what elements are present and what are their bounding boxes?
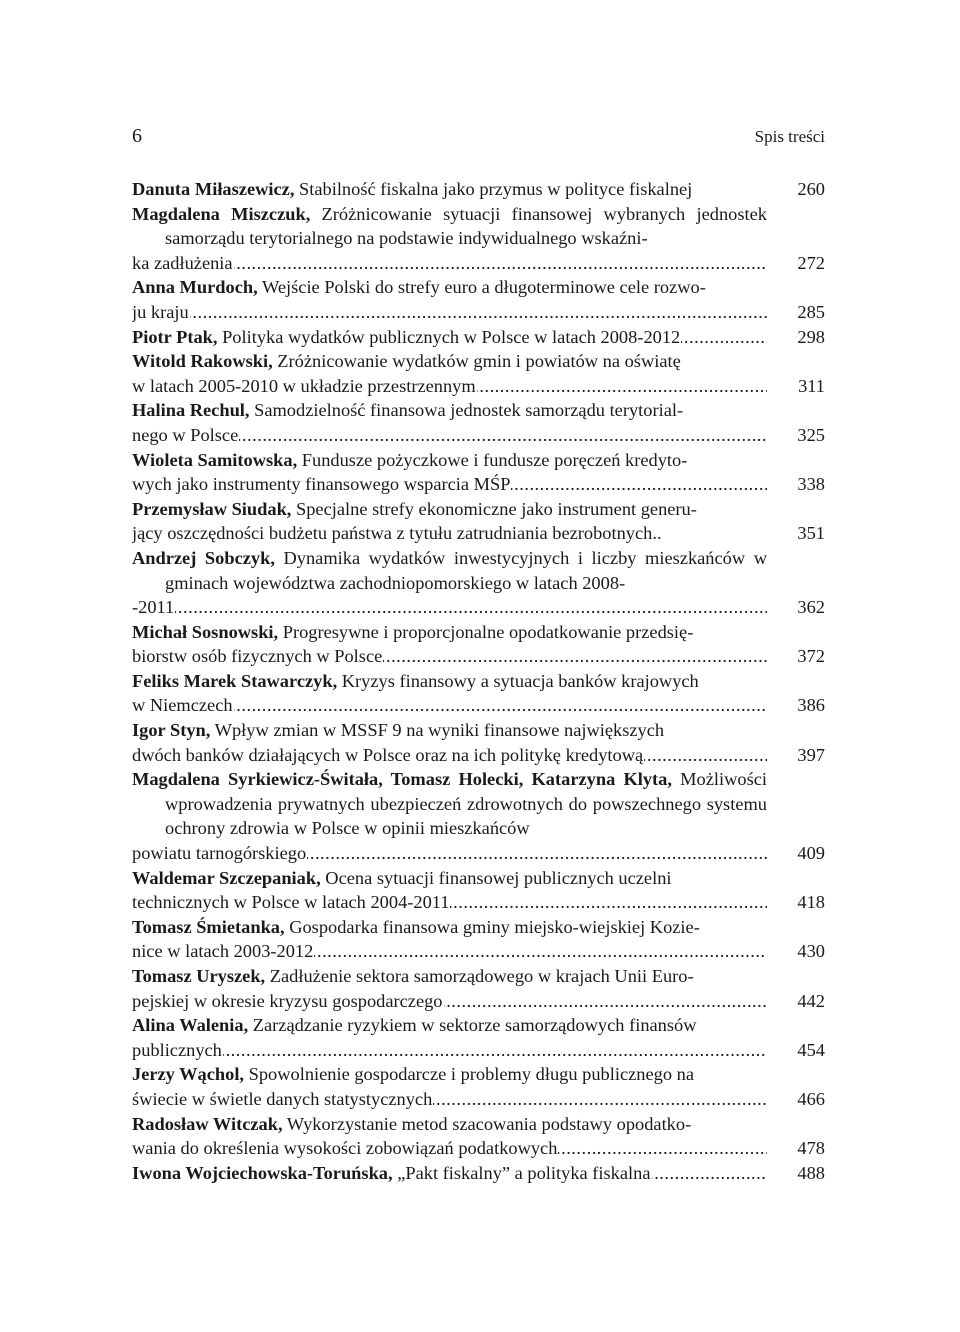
toc-title: Samodzielność finansowa jednostek samorządu terytorial- [249,400,684,421]
toc-title: Możliwości wprowadzenia prywatnych ubezpieczeń zdrowotnych do powszechnego systemu ochrony zdrowia w Polsce w opinii mieszkańców [165,769,767,839]
toc-author: Tomasz Śmietanka, [132,916,285,937]
toc-last-line-text [132,251,233,276]
toc-author: Radosław Witczak, [132,1113,283,1134]
toc-author: Przemysław Siudak, [132,498,292,519]
toc-entry-last-line [132,595,767,620]
toc-author: Waldemar Szczepaniak, [132,867,321,888]
toc-title: Zróżnicowanie sytuacji finansowej wybranych jednostek samorządu terytorialnego na podstawie indywidualnego wskaźni- [165,203,767,249]
toc-title-end: świecie w świetle danych statystycznych [132,1088,433,1109]
toc-title: Wykorzystanie metod szacowania podstawy opodatko- [282,1113,692,1134]
toc-entry-last-line [132,1038,767,1063]
toc-last-line-text [132,1038,222,1063]
toc-entry [132,448,825,497]
toc-last-line-text [132,374,476,399]
toc-entry [132,718,825,767]
toc-last-line-text [132,989,443,1014]
toc-title-end: „Pakt fiskalny” a polityka fiskalna [392,1162,651,1183]
dot-leader [558,1136,767,1161]
toc-author: Andrzej Sobczyk, [132,547,275,568]
toc-author: Anna Murdoch, [132,277,258,298]
toc-page-number: 397 [797,744,825,765]
toc-title: Zróżnicowanie wydatków gmin i powiatów na oświatę [272,351,681,372]
toc-entry-last-line [132,989,767,1014]
toc-entry [132,866,825,915]
dot-leader [644,743,767,768]
toc-page-number: 442 [797,990,825,1011]
toc-title-end: Polityka wydatków publicznych w Polsce w latach 2008-2012 [217,326,681,347]
toc-author: Magdalena Syrkiewicz-Świtała, Tomasz Holecki, Katarzyna Klyta, [132,769,672,790]
toc-entry-text [132,497,767,546]
toc-title-end: wych jako instrumenty finansowego wsparcia MŚP [132,474,511,495]
toc-last-line-text [132,890,450,915]
toc-title-end: nego w Polsce [132,424,239,445]
page-number: 6 [132,125,142,147]
dot-leader [652,1161,767,1186]
toc-entry-text [132,669,767,718]
toc-page-number: 260 [797,179,825,199]
toc-title-end: powiatu tarnogórskiego [132,843,307,864]
toc-entry-text [132,275,767,324]
dot-leader [383,644,767,669]
dot-leader [314,939,767,964]
toc-title-end: w Niemczech [132,695,233,716]
toc-last-line-text [132,841,307,866]
toc-entry-text [132,1013,767,1062]
toc-page-number: 418 [797,892,825,913]
toc-entry [132,915,825,964]
toc-last-line-text [132,693,233,718]
dot-leader [234,251,767,276]
toc-entry [132,767,825,865]
toc-last-line-text [132,472,511,497]
toc-title: Spowolnienie gospodarcze i problemy długu publicznego na [244,1064,694,1085]
toc-page-number: 311 [798,375,825,396]
toc-entry [132,1112,825,1161]
toc-title: Specjalne strefy ekonomiczne jako instrument generu- [291,498,697,519]
toc-title-end: ka zadłużenia [132,252,233,273]
dot-leader [307,841,767,866]
toc-entry [132,349,825,398]
toc-entry-text [132,398,767,447]
toc-entry-last-line [132,251,767,276]
toc-page-number: 454 [797,1039,825,1060]
toc-entry [132,546,825,620]
toc-entry [132,620,825,669]
toc-entry-last-line [132,300,767,325]
toc-last-line-text [132,423,239,448]
toc-title: Wejście Polski do strefy euro a długoterminowe cele rozwo- [257,277,706,298]
toc-entry-text [132,767,767,865]
toc-title: Ocena sytuacji finansowej publicznych uczelni [320,867,672,888]
dot-leader [223,1038,767,1063]
toc-last-line-text [132,521,662,546]
toc-title-end: nice w latach 2003-2012 [132,941,314,962]
toc-page-number: 272 [797,252,825,273]
toc-title-end: -2011 [132,597,175,618]
toc-entry-text [132,349,767,398]
toc-page-number: 285 [797,301,825,322]
toc-entry-last-line [132,374,767,399]
toc-entry-last-line [132,743,767,768]
toc-title-end: wania do określenia wysokości zobowiązań podatkowych [132,1138,558,1159]
toc-title: Kryzys finansowy a sytuacja banków krajowych [337,670,699,691]
toc-entry-last-line [132,841,767,866]
toc-entry-last-line [132,1161,767,1186]
dot-leader [190,300,767,325]
toc-entry [132,202,825,276]
toc-author: Michał Sosnowski, [132,621,279,642]
toc-author: Halina Rechul, [132,400,250,421]
toc-entry-text [132,915,767,964]
toc-entry [132,964,825,1013]
toc-last-line-text [132,325,681,350]
toc-last-line-text [132,939,314,964]
toc-title-end: biorstw osób fizycznych w Polsce [132,646,383,667]
toc-entry [132,398,825,447]
table-of-contents [132,177,825,1185]
toc-page-number: 386 [797,695,825,716]
dot-leader [444,989,767,1014]
toc-entry-text [132,1161,767,1186]
toc-entry-last-line [132,472,767,497]
dot-leader [239,423,767,448]
toc-title-end: ju kraju [132,301,189,322]
toc-last-line-text [132,644,383,669]
toc-title-end: dwóch banków działających w Polsce oraz na ich politykę kredytową [132,744,644,765]
toc-entry-text [132,866,767,915]
toc-title-end: pejskiej w okresie kryzysu gospodarczego [132,990,443,1011]
toc-entry-last-line [132,644,767,669]
toc-entry [132,1013,825,1062]
toc-author: Magdalena Miszczuk, [132,203,311,224]
page-header [132,125,825,149]
toc-author: Alina Walenia, [132,1015,249,1036]
toc-entry-last-line [132,521,767,546]
toc-entry-text [132,177,767,202]
toc-entry-last-line [132,1136,767,1161]
toc-entry-last-line [132,423,767,448]
toc-author: Wioleta Samitowska, [132,449,298,470]
toc-entry-text [132,202,767,276]
toc-last-line-text [132,1161,651,1186]
toc-entry-text [132,1112,767,1161]
dot-leader [477,374,767,399]
toc-last-line-text [132,1136,558,1161]
toc-page-number: 488 [797,1162,825,1183]
toc-author: Piotr Ptak, [132,326,218,347]
toc-entry [132,325,825,350]
toc-author: Witold Rakowski, [132,351,273,372]
toc-page-number: 362 [797,597,825,618]
dot-leader [234,693,767,718]
toc-entry-text [132,718,767,767]
toc-entry-last-line [132,1087,767,1112]
toc-entry-text [132,325,767,350]
toc-entry-last-line [132,890,767,915]
toc-title-end: technicznych w Polsce w latach 2004-2011 [132,892,450,913]
toc-page-number: 351 [797,523,825,544]
toc-title: Gospodarka finansowa gminy miejsko-wiejskiej Kozie- [284,916,700,937]
toc-title: Fundusze pożyczkowe i fundusze poręczeń kredyto- [297,449,688,470]
toc-title: Wpływ zmian w MSSF 9 na wyniki finansowe największych [210,720,665,741]
toc-title: Zadłużenie sektora samorządowego w krajach Unii Euro- [265,966,694,986]
toc-entry [132,177,825,202]
toc-title-end: publicznych [132,1039,222,1060]
toc-entry-last-line [132,693,767,718]
toc-page-number: 430 [797,941,825,962]
toc-page-number: 325 [797,424,825,445]
toc-entry [132,497,825,546]
toc-entry-text [132,964,767,1013]
toc-title: Stabilność fiskalna jako przymus w polityce fiskalnej [294,179,693,199]
toc-author: Danuta Miłaszewicz, [132,179,295,199]
toc-page-number: 478 [797,1138,825,1159]
toc-author: Iwona Wojciechowska-Toruńska, [132,1162,393,1183]
toc-entry [132,1062,825,1111]
dot-leader [433,1087,767,1112]
toc-entry-last-line [132,939,767,964]
toc-title: Progresywne i proporcjonalne opodatkowanie przedsię- [278,621,694,642]
toc-author: Tomasz Uryszek, [132,966,266,986]
toc-title-end: jący oszczędności budżetu państwa z tytułu zatrudniania bezrobotnych.. [132,523,662,544]
toc-author: Igor Styn, [132,720,211,741]
toc-page-number: 466 [797,1088,825,1109]
toc-page-number: 409 [797,843,825,864]
toc-last-line-text [132,1087,433,1112]
toc-entry-text [132,1062,767,1111]
dot-leader [511,472,767,497]
toc-entry [132,669,825,718]
toc-title-end: w latach 2005-2010 w układzie przestrzennym [132,375,476,396]
toc-last-line-text [132,743,644,768]
dot-leader [450,890,767,915]
toc-entry-text [132,546,767,620]
dot-leader [175,595,767,620]
toc-entry-text [132,620,767,669]
toc-title: Zarządzanie ryzykiem w sektorze samorządowych finansów [248,1015,697,1036]
toc-page-number: 298 [797,326,825,347]
toc-last-line-text [132,300,189,325]
toc-page-number: 338 [797,474,825,495]
toc-title: Dynamika wydatków inwestycyjnych i liczby mieszkańców w gminach województwa zachodniopomorskiego w latach 2008- [165,547,767,593]
toc-entry-text [132,448,767,497]
toc-entry [132,1161,825,1186]
toc-author: Feliks Marek Stawarczyk, [132,670,338,691]
running-title: Spis treści [754,127,825,146]
toc-last-line-text [132,595,175,620]
dot-leader [681,325,767,350]
toc-entry-last-line [132,325,767,350]
toc-entry [132,275,825,324]
toc-page-number: 372 [797,646,825,667]
toc-author: Jerzy Wąchol, [132,1064,245,1085]
